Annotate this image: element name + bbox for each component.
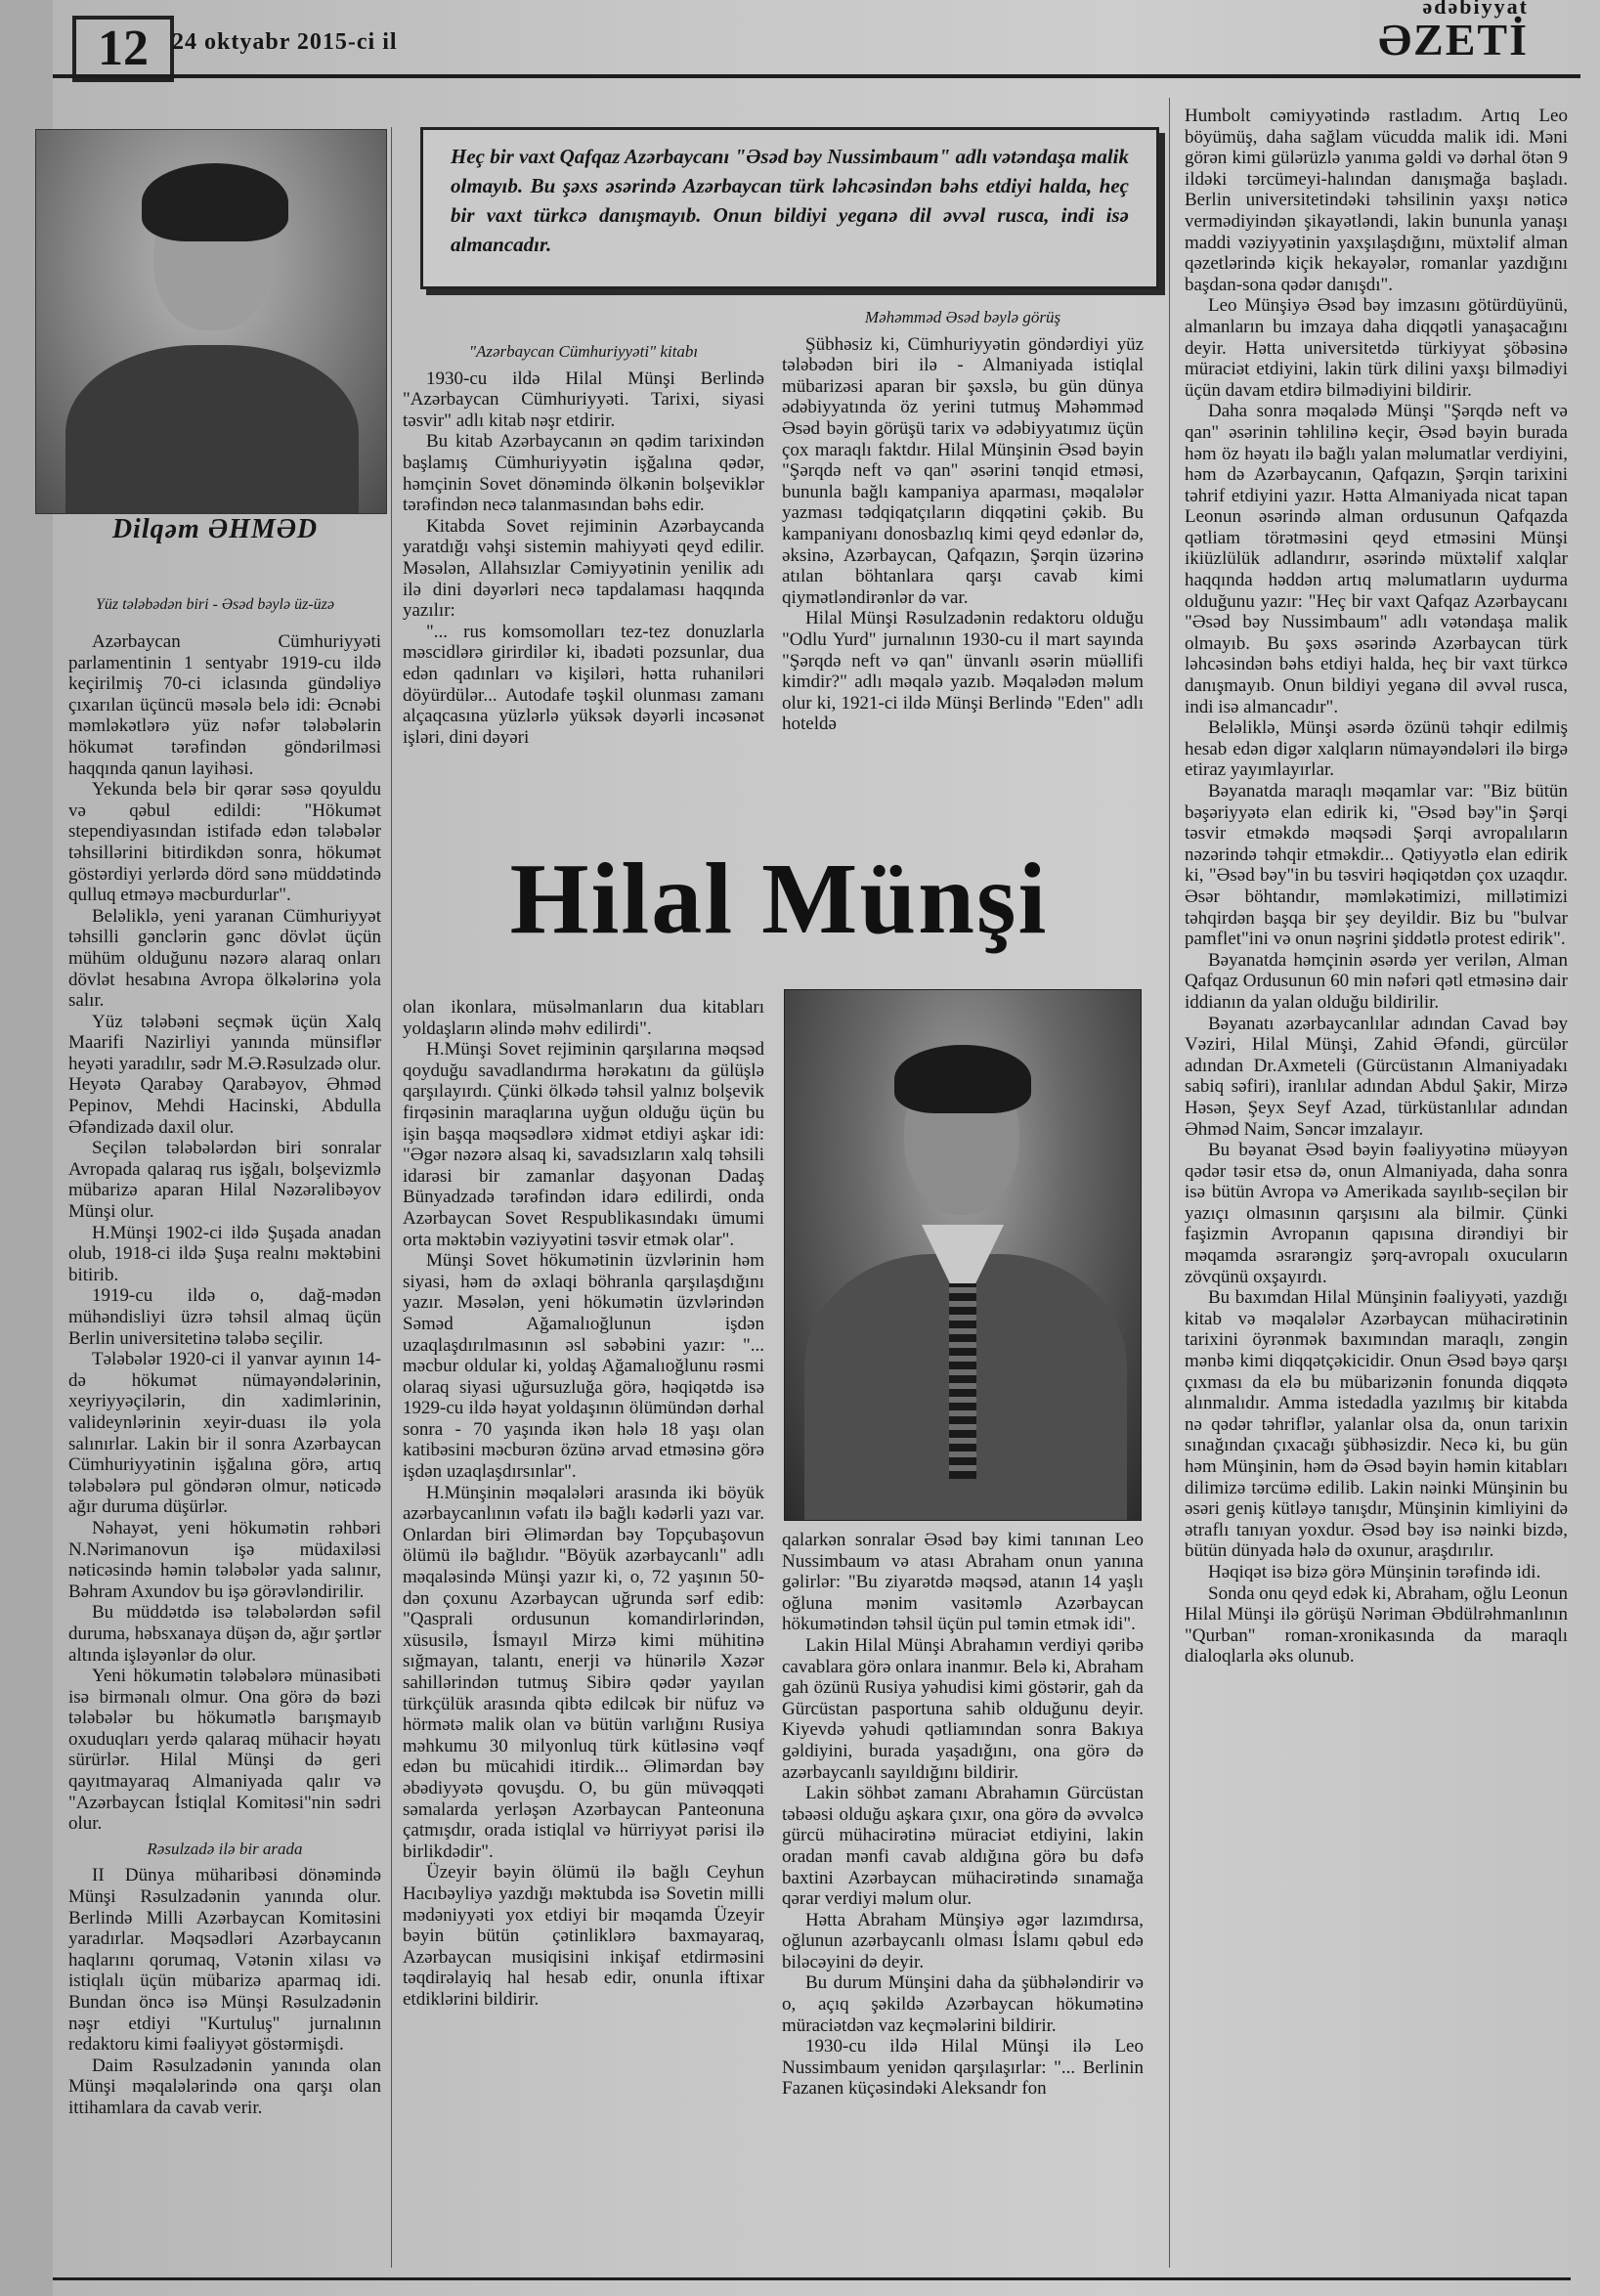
paragraph: Bu durum Münşini daha da şübhələndirir və o, açıq şəkildə Azərbaycan hökumətinə müraciətdən vaz keçmələrini bildirir. [782, 1972, 1144, 2036]
article-column-4 [1185, 106, 1568, 1668]
paragraph: Bu müddətdə isə tələbələrdən səfil duruma, həbsxanaya düşən də, ağır şərtlər altında işləyənlər də olur. [68, 1602, 381, 1666]
paragraph: H.Münşinin məqalələri arasında iki böyük azərbaycanlının vəfatı ilə bağlı kədərli yazı var. Onlardan biri Əlimərdan bəy Topçubaşovun ölümü ilə bağlıdır. "Böyük azərbaycanlı" adlı məqaləsində Münşi yazır ki, o, 72 yaşının 50-dən çoxunu Azərbaycan uğrunda sərf edib: "Qasprali ordusunun komandirlərindən, xüsusilə, İsmayıl Mirzə kimi mühitinə sığmayan, talantı, enerji və hünərilə Xəzər sahillərindən tutmuş Sibirə qədər yayılan türkçülük arasında qibtə edilcək bir nüfuz və hörmətə malik olan və bütün varlığını Rusiya məhkumu 30 milyonluq türk kütləsinə vəqf edən bu mücahidi itirdik... Əlimərdan bəy əbədiyyətə qovuşdu. O, bu gün müvəqqəti səmalarda yerləşən Azərbaycan Panteonuna çatmışdır, orada istiqlal və hürriyyət pərisi ilə birlikdədir". [403, 1482, 764, 1862]
paragraph: Şübhəsiz ki, Cümhuriyyətin göndərdiyi yüz tələbədən biri ilə - Almaniyada istiqlal mübarizəsi aparan bir şəxslə, bu gün dünya ədəbiyyatında öz yerini tutmuş Məhəmməd Əsəd bəyin görüşü tarix və ədəbiyyatımız üçün çox maraqlı faktdır. Hilal Münşinin Əsəd bəyin "Şərqdə neft və qan" əsərini tənqid etməsi, bununla bağlı kampaniya aparması, məqalələr yazması tədqiqatçıların diqqətini çəkib. Bu kampaniyanı donosbazlıq kimi qeyd edənlər də, əksinə, Azərbaycan, Qafqazın, Şərqin üzərinə atılan böhtanlara qarşı cavab kimi qiymətləndirənlər də var. [782, 333, 1144, 608]
author-name: Dilqəm ƏHMƏD [111, 514, 319, 544]
article-column-2-top [403, 337, 764, 748]
paragraph: Həqiqət isə bizə görə Münşinin tərəfində idi. [1208, 1561, 1541, 1582]
paragraph: Münşi Sovet hökumətinin üzvlərinin həm siyasi, həm də əxlaqi böhranla qarşılaşdığını yazır. Məsələn, yeni hökumətin üzvlərindən Səməd Ağamalıoğlunun işdən uzaqlaşdırılmasının əsl səbəbini yazır: "... məcbur oldular ki, yoldaş Ağamalıoğlunu rəsmi olaraq siyasi uğursuzluğa görə, həqiqətdə isə 1929-cu ildə həyat yoldaşının ölümündən dərhal sonra - 70 yaşında ikən hələ 18 yaşı olan katibəsini məcburən özünə arvad etməsinə görə işdən uzaqlaşdırsınlar". [403, 1250, 764, 1483]
paragraph: Seçilən tələbələrdən biri sonralar Avropada qalaraq rus işğalı, bolşevizmlə mübarizə aparan Hilal Nəzərəlibəyov Münşi olur. [68, 1138, 381, 1223]
page-header [53, 0, 1578, 78]
paragraph: Üzeyir bəyin ölümü ilə bağlı Ceyhun Hacıbəyliyə yazdığı məktubda isə Sovetin milli mədəniyyəti yox etdiyi bir məqamda Üzeyir bəyin bütün çətinliklərə baxmayaraq, Azərbaycan musiqisini inkişaf etdirməsini təqdirəlayiq hal hesab edir, onunla iftixar etdiklərini bildirir. [403, 1862, 764, 2010]
paragraph: Yüz tələbəni seçmək üçün Xalq Maarifi Nazirliyi yanında münsiflər heyəti yaradılır, sədr M.Ə.Rəsulzadə olur. Heyətə Qarabəy Qarabəyov, Əhməd Pepinov, Mehdi Hacinski, Abdulla Əfəndizadə daxil olur. [68, 1011, 381, 1138]
paragraph: Bəyanatı azərbaycanlılar adından Cavad bəy Vəziri, Hilal Münşi, Zahid Əfəndi, gürcülər adından Dr.Axmeteli (Gürcüstanın Almaniyadakı sabiq səfiri), iranlılar adından Abdul Şakir, Mirzə Həsən, Şeyx Seyf Azad, türküstanlılar adından Əhməd Naim, Səncər imzalayır. [1185, 1013, 1568, 1140]
paragraph: Kitabda Sovet rejiminin Azərbaycanda yaratdığı vəhşi sistemin mahiyyəti qeyd edilir. Məsələn, Allahsızlar Cəmiyyətinin yeniliк adı ilə dini dəyərləri necə tapdalaması haqqında yazılır: [403, 515, 764, 622]
paragraph: 1930-cu ildə Hilal Münşi ilə Leo Nussimbaum yenidən qarşılaşırlar: "... Berlinin Fazanen küçəsindəki Aleksandr fon [782, 2036, 1144, 2100]
paragraph: Yekunda belə bir qərar səsə qoyuldu və qəbul edildi: "Hökumət stependiyasından istifadə edən tələbələr təhsillərini bitirdikdən sonra, hökumət göstərdiyi yerlərdə dörd sənə müddətində qulluq etməyə məcburdurlar". [68, 779, 381, 906]
issue-date: 24 oktyabr 2015-ci il [172, 29, 398, 55]
section-subhead: Yüz tələbədən biri - Əsəd bəylə üz-üzə [96, 596, 334, 613]
paragraph: Hətta Abraham Münşiyə əgər lazımdırsa, oğlunun azərbaycanlı olması İslamı qəbul edə biləcəyini də deyir. [782, 1909, 1144, 1972]
paragraph: Bəyanatda maraqlı məqamlar var: "Biz bütün bəşəriyyətə elan edirik ki, "Əsəd bəy"in Şərqi təsvir etməkdə məqsədi Şərqi avropalıların nəzərində təhqir etməkdir... Qətiyyətlə elan edirik ki, "Əsəd bəy"in bu təsviri həqiqətdən çox uzaqdır. Əsər böhtandır, məmləkətimizi, millətimizi təhqirdən başqa bir şey deyildir. Biz bu "bulvar pamflet"ini və onun nəşrini şiddətlə protest edirik". [1185, 781, 1568, 950]
paragraph: H.Münşi Sovet rejiminin qarşılarına məqsəd qoyduğu savadlandırma hərəkatını da gülüşlə qarşılayırdı. Çünki ölkədə təhsil yalnız bolşevik firqəsinin maraqlarına uyğun olduğu üçün bu işin başqa məqsədlərə xidmət etdiyi aşkar idi: "Əgər nəzərə alsaq ki, savadsızların xalq təhsili idarəsi bir zamanlar daşyonan Dadaş Bünyadzadə tərəfindən idarə edilirdi, onda Azərbaycan Sovet Respublikasındakı ümumi orta məktəbin vəziyyətini təsvir etmək olar". [403, 1039, 764, 1250]
paragraph: Nəhayət, yeni hökumətin rəhbəri N.Nərimanovun işə müdaxiləsi nəticəsində həmin tələbələr yada salınır, Bəhram Axundov bu işə görəvləndirilir. [68, 1517, 381, 1602]
article-column-2-bottom [403, 997, 764, 2011]
paragraph: Tələbələr 1920-ci il yanvar ayının 14-də hökumət nümayəndələrinin, xeyriyyəçilərin, din xadimlərinin, valideynlərinin xeyir-duası ilə yola salınırlar. Lakin bir il sonra Azərbaycan Cümhuriyyətinin işğalına görə, artıq tələbələrə pul göndərən olmur, nəticədə ağır duruma düşürlər. [68, 1349, 381, 1518]
paragraph: 1930-cu ildə Hilal Münşi Berlində "Azərbaycan Cümhuriyyəti. Tarixi, siyasi təsvir" adlı kitab nəşr etdirir. [403, 368, 764, 431]
section-subhead: "Azərbaycan Cümhuriyyəti" kitabı [468, 342, 699, 361]
paragraph: olan ikonlara, müsəlmanların dua kitabları yoldaşların əlində məhv edilirdi". [403, 997, 764, 1039]
section-subhead: Məhəmməd Əsəd bəylə görüş [864, 308, 1061, 326]
pull-quote-text: Heç bir vaxt Qafqaz Azərbaycanı "Əsəd bəy Nussimbaum" adlı vətəndaşa malik olmayıb. Bu şəxs əsərində Azərbaycan türk ləhcəsindən bəhs etdiyi halda, heç bir vaxt türkcə danışmayıb. Onun bildiyi yeganə dil əvvəl rusca, indi isə almancadır. [451, 145, 1129, 256]
paragraph: II Dünya müharibəsi dönəmində Münşi Rəsulzadənin yanında olur. Berlində Milli Azərbaycan Komitəsini yaradırlar. Məqsədləri Azərbaycanın haqlarını qorumaq, Vətənin xilası və istiqlalı üçün mübarizə aparmaq idi. Bundan öncə isə Münşi Rəsulzadənin nəşr etdiyi "Kurtuluş" jurnalının redaktoru kimi fəaliyyət göstərmişdi. [68, 1865, 381, 2056]
pull-quote-box [420, 127, 1159, 289]
masthead-top: ədəbiyyat [1422, 0, 1529, 19]
column-divider [391, 127, 392, 2268]
paragraph: Daha sonra məqalədə Münşi "Şərqdə neft və qan" əsərinin təhlilinə keçir, Əsəd bəyin burada həm öz həyatı ilə bağlı yalan məlumatlar verdiyini, həm də Azərbaycanın, Qafqazın, Şərqin tarixini təhrif etdiyini yazır. Hətta Almaniyada nicat tapan Leonun əsərində alman ordusunun Qafqazda qətliam törətməsini qeyd etməsini Münşi ikiüzlülük adlandırır, əsərində müxtəlif xalqlar haqqında həddən artıq məlumatların uydurma olduğunu yazır: "Heç bir vaxt Qafqaz Azərbaycanı "Əsəd bəy Nussimbaum" adlı vətəndaşa malik olmayıb. Bu şəxs əsərində Azərbaycan türk ləhcəsindən bəhs etdiyi halda, heç bir vaxt türkcə danışmayıb. Onun bildiyi yeganə dil əvvəl rusca, indi isə almancadır". [1185, 401, 1568, 717]
paragraph: Lakin söhbət zamanı Abrahamın Gürcüstan təbəəsi olduğu aşkara çıxır, ona görə də əvvəlcə gürcü mühacirətinə müraciət etdiyini, lakin oradan mənfi cavab aldığına görə bu dəfə baxtini Azərbaycan mühacirətində sınamağa qərar verdiyi məlum olur. [782, 1783, 1144, 1910]
paragraph: Sonda onu qeyd edək ki, Abraham, oğlu Leonun Hilal Münşi ilə görüşü Nəriman Əbdülrəhmanlının "Qurban" roman-xronikasında da maraqlı dialoqlarla əks olunub. [1185, 1582, 1568, 1668]
paragraph: Leo Münşiyə Əsəd bəy imzasını götürdüyünü, almanların bu imzaya daha diqqətli yanaşacağını deyir. Hətta universitetdə türkiyyat şöbəsinə müraciət etdiyini, lakin türk dilini yaxşı bilmədiyi üçün davam etdirə bilmədiyini bildirir. [1185, 295, 1568, 401]
paragraph: qalarkən sonralar Əsəd bəy kimi tanınan Leo Nussimbaum və atası Abraham onun yanına gəlirlər: "Bu ziyarətdə məqsəd, atanın 14 yaşlı oğluna mənim vasitəmlə Azərbaycan hökumətindən təhsil üçün pul təmin etmək idi". [782, 1530, 1144, 1635]
paragraph: Beləliklə, yeni yaranan Cümhuriyyət təhsilli gənclərin gənc dövlət üçün mühüm olduğunu nəzərə alaraq onları dövlət hesabına Avropa ölkələrinə yola salır. [68, 905, 381, 1012]
paragraph: "... rus komsomolları tez-tez donuzlarla məscidlərə girirdilər ki, ibadəti pozsunlar, dua edən qadınları və kişiləri, hətta ruhaniləri döyürdülər... Autodafe təşkil olunması zamanı alçaqcasına yüzlərlə yüksək dəyərli incəsənət işləri, dini dəyəri [403, 621, 764, 748]
paragraph: Daim Rəsulzadənin yanında olan Münşi məqalələrində ona qarşı olan ittihamlara da cavab verir. [68, 2055, 381, 2118]
paragraph: Bu kitab Azərbaycanın ən qədim tarixindən başlamış Cümhuriyyətin işğalına qədər, həmçinin Sovet dönəmində ölkənin bolşeviklər tərəfindən necə talanmasından bəhs edir. [403, 431, 764, 516]
section-subhead: Rəsulzadə ilə bir arada [147, 1839, 303, 1858]
paragraph: Bu bəyanat Əsəd bəyin fəaliyyətinə müəyyən qədər təsir etsə də, onun Almaniyada, daha sonra isə bütün Avropa və Amerikada sayılıb-seçilən bir yazıçı olmasının qarşısını ala bilmir. Çünki faşizmin Avropanın qapısına dirəndiyi bir məqamda əsrarəngiz şərq-avropalı oxucuların zövqünü oxşayırdı. [1185, 1140, 1568, 1287]
footer-rule [53, 2277, 1571, 2280]
paragraph: H.Münşi 1902-ci ildə Şuşada anadan olub, 1918-ci ildə Şuşa realnı məktəbini bitirib. [68, 1222, 381, 1285]
paragraph: Beləliklə, Münşi əsərdə özünü təhqir edilmiş hesab edən digər xalqların nümayəndələri ilə birgə etiraz yayımlayırlar. [1185, 717, 1568, 781]
author-photo [35, 129, 387, 514]
column-divider [1169, 98, 1170, 2268]
paragraph: Hilal Münşi Rəsulzadənin redaktoru olduğu "Odlu Yurd" jurnalının 1930-cu il mart sayında "Şərqdə neft və qan" ünvanlı əsərin müəllifi kimdir?" adlı məqalə yazıb. Məqalədən məlum olur ki, 1921-ci ildə Münşi Berlində "Eden" adlı hoteldə [782, 608, 1144, 735]
paragraph: Yeni hökumətin tələbələrə münasibəti isə birmənalı olmur. Ona görə də bəzi tələbələr bu hökumətlə barışmayıb oxuduqları yerdə qalaraq mühacir həyatı sürürlər. Hilal Münşi də geri qayıtmayaraq Almaniyada qalır və "Azərbaycan İstiqlal Komitəsi"nin sədri olur. [68, 1666, 381, 1835]
paragraph: Bu baxımdan Hilal Münşinin fəaliyyəti, yazdığı kitab və məqalələr Azərbaycan mühacirətinin tarixini öyrənmək baxımından maraqlı, zəngin mənbə kimi diqqətçəkicidir. Onun Əsəd bəyə qarşı çıxması da elə bu mübarizənin fonunda diqqətə alınmalıdır. Amma istedadla yazılmış bir kitabda nə qədər təhriflər, yalanlar olsa da, onun tarixin sınağından çıxacağı şübhəsizdir. Necə ki, bu gün həm Münşinin, həm də Əsəd bəyin həmin kitabları dilimizə tərcümə edilib. Lakin nəinki Münşinin bu əsəri geniş kütləyə tanışdır, Münşinin kimliyini də ətraflı tanıyan yoxdur. Əsəd bəy isə nəinki bizdə, bütün dünyada hələ də oxunur, araşdırılır. [1185, 1287, 1568, 1562]
paragraph: Azərbaycan Cümhuriyyəti parlamentinin 1 sentyabr 1919-cu ildə keçirilmiş 70-ci iclasında gündəliyə çıxarılan üçüncü məsələ belə idi: Əcnəbi məmləkətlərə yüz nəfər tələbələrin hökumət tərəfindən göndərilməsi haqqında qanun layihəsi. [68, 631, 381, 779]
masthead-main: ƏZETİ [1378, 15, 1529, 65]
paragraph: 1919-cu ildə o, dağ-mədən mühəndisliyi üzrə təhsil almaq üçün Berlin universitetinə tələbə seçilir. [68, 1285, 381, 1349]
masthead-logo [1378, 0, 1529, 65]
page-number: 12 [72, 16, 174, 82]
paragraph: Lakin Hilal Münşi Abrahamın verdiyi qəribə cavablara görə onlara inanmır. Belə ki, Abraham gah özünü Rusiya yəhudisi kimi göstərir, gah da Gürcüstan pasportuna sahib olduğunu deyir. Kiyevdə yəhudi qətliamından sonra Bakıya gəldiyini, burada yaşadığını, ona görə də azərbaycanlı sayıldığını bildirir. [782, 1634, 1144, 1783]
header-rule [53, 74, 1580, 78]
hilal-munsi-photo [784, 989, 1142, 1521]
article-column-3-bottom [782, 1530, 1144, 2100]
paragraph: Bəyanatda həmçinin əsərdə yer verilən, Alman Qafqaz Ordusunun 60 min nəfəri qətl etməsinə dair iddianın da yalan olduğu bildirilir. [1185, 949, 1568, 1013]
paragraph: Humbolt cəmiyyətində rastladım. Artıq Leo böyümüş, daha sağlam vücudda malik idi. Məni görən kimi gülərüzlə yanıma gəldi və dərhal ötən 9 ildəki tərcümeyi-halından danışmağa başladı. Berlin universitetindəki təhsilinin yaxşı nəticə vermədiyindən şikayətləndi, lakin bununla yanaşı maddi vəziyyətinin yaxşılaşdığını, müxtəlif alman qəzetlərində kiçik hekayələr, romanlar yazdığını başdan-sona qədər danışdı". [1185, 106, 1568, 295]
article-column-1 [68, 631, 381, 2119]
article-title: Hilal Münşi [509, 843, 1049, 955]
article-column-3-top [782, 303, 1144, 735]
